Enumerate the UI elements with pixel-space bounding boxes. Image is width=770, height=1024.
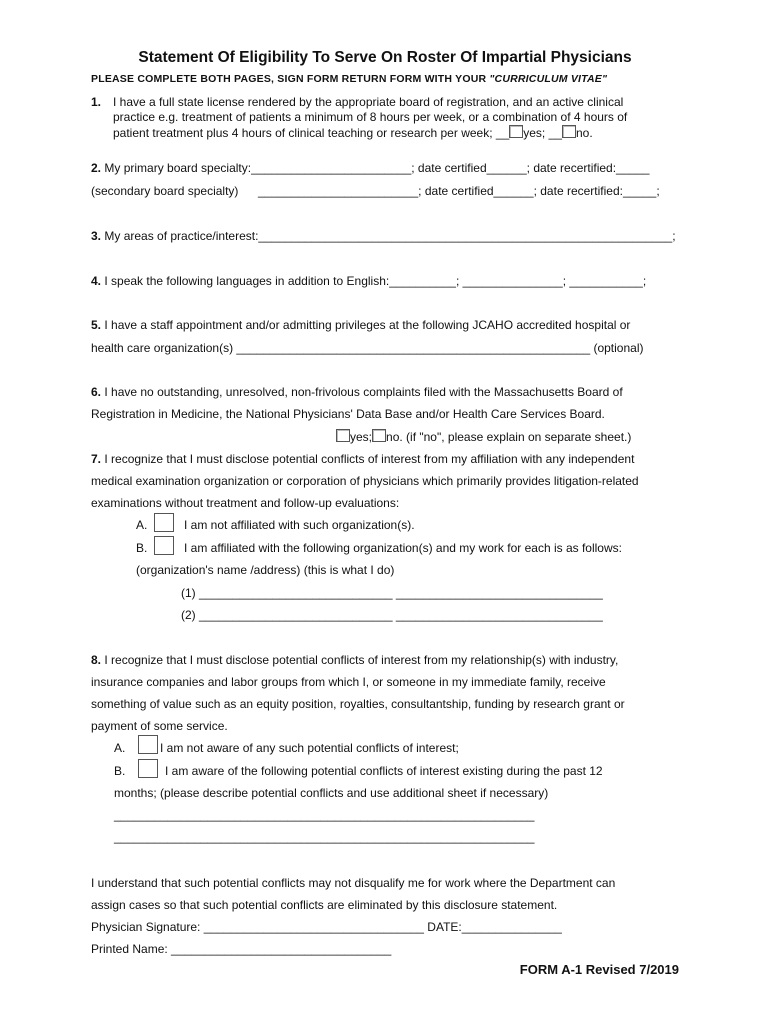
- q7-line1: [91, 452, 634, 466]
- q8-blank-2[interactable]: _______________________________________________________________: [114, 830, 535, 844]
- q4-languages[interactable]: [91, 274, 646, 288]
- instructions-text: PLEASE COMPLETE BOTH PAGES, SIGN FORM RETURN FORM WITH YOUR: [91, 73, 490, 85]
- q8-line2: insurance companies and labor groups from which I, or someone in my immediate family, receive: [91, 675, 606, 689]
- q2-primary-specialty[interactable]: My primary board specialty:________________________; date certified______; date recertified:_____: [104, 161, 650, 175]
- q7-line3: examinations without treatment and follow-up evaluations:: [91, 496, 400, 510]
- q7-a-checkbox[interactable]: [154, 513, 174, 532]
- q6-number: 6.: [91, 385, 102, 399]
- q7-b-label: B.: [136, 541, 148, 555]
- q2-number: 2.: [91, 161, 102, 175]
- instructions: [91, 73, 607, 85]
- q1-yes-checkbox[interactable]: [509, 125, 523, 138]
- form-title: Statement Of Eligibility To Serve On Roster Of Impartial Physicians: [138, 49, 632, 66]
- q1-line3: [113, 125, 593, 140]
- q8-number: 8.: [91, 653, 102, 667]
- q5-hospital-field[interactable]: health care organization(s) _____________________________________________________ (optional): [91, 341, 644, 355]
- form-id: FORM A-1 Revised 7/2019: [519, 962, 679, 977]
- q1-no-checkbox[interactable]: [562, 125, 576, 138]
- q8-b-continued: months; (please describe potential conflicts and use additional sheet if necessary): [114, 786, 549, 800]
- q7-b-text: I am affiliated with the following organization(s) and my work for each is as follows:: [184, 541, 622, 555]
- q7-org-note: (organization's name /address) (this is what I do): [136, 563, 395, 577]
- q8-a-label: A.: [114, 741, 126, 755]
- q4-text[interactable]: I speak the following languages in addition to English:__________; _______________; ___________;: [104, 274, 647, 288]
- q7-entry-2[interactable]: (2) _____________________________ _______________________________: [181, 608, 603, 622]
- q6-yes-label: yes;: [350, 430, 373, 444]
- q8-text: I recognize that I must disclose potential conflicts of interest from my relationship(s) with industry,: [104, 653, 619, 667]
- q8-a-text: I am not aware of any such potential conflicts of interest;: [160, 741, 459, 755]
- q1-number: 1.: [91, 95, 102, 109]
- signature-field[interactable]: Physician Signature: _________________________________ DATE:_______________: [91, 920, 562, 934]
- q6-yes-option[interactable]: [336, 430, 372, 444]
- q1-no-label: no.: [575, 126, 593, 140]
- q8-line1: [91, 653, 618, 667]
- q4-number: 4.: [91, 274, 102, 288]
- q2-line2-label: (secondary board specialty): [91, 184, 239, 198]
- q5-line1: [91, 318, 630, 332]
- closing-line1: I understand that such potential conflicts may not disqualify me for work where the Department can: [91, 876, 616, 890]
- q1-line2: practice e.g. treatment of patients a minimum of 8 hours per week, or a combination of 4 hours of: [113, 110, 628, 124]
- q8-b-checkbox[interactable]: [138, 759, 158, 778]
- q1-no-option[interactable]: __ no.: [548, 126, 593, 140]
- q2-secondary-specialty[interactable]: ________________________; date certified______; date recertified:_____;: [258, 184, 660, 198]
- q2-line1[interactable]: [91, 161, 649, 175]
- q7-b-checkbox[interactable]: [154, 536, 174, 555]
- q6-options: [336, 429, 631, 444]
- q6-line2: Registration in Medicine, the National Physicians' Data Base and/or Health Care Services Board.: [91, 407, 605, 421]
- q1-line1: I have a full state license rendered by the appropriate board of registration, and an active clinical: [113, 95, 624, 109]
- instructions-cv: "CURRICULUM VITAE": [489, 73, 608, 85]
- q8-b-text: I am aware of the following potential conflicts of interest existing during the past 12: [165, 764, 603, 778]
- q1-line3-text: patient treatment plus 4 hours of clinical teaching or research per week;: [113, 126, 493, 140]
- q5-number: 5.: [91, 318, 102, 332]
- q3-text[interactable]: My areas of practice/interest:______________________________________________________________;: [104, 229, 676, 243]
- q6-no-option[interactable]: [372, 430, 631, 444]
- q3-areas-of-practice[interactable]: [91, 229, 676, 243]
- q8-blank-1[interactable]: _______________________________________________________________: [114, 808, 535, 822]
- q6-no-checkbox[interactable]: [372, 429, 386, 442]
- q6-yes-checkbox[interactable]: [336, 429, 350, 442]
- q8-line3: something of value such as an equity position, royalties, consultantship, funding by research grant or: [91, 697, 625, 711]
- q5-text: I have a staff appointment and/or admitting privileges at the following JCAHO accredited hospital or: [104, 318, 631, 332]
- q7-a-text: I am not affiliated with such organization(s).: [184, 518, 415, 532]
- closing-line2: assign cases so that such potential conflicts are eliminated by this disclosure statement.: [91, 898, 558, 912]
- q6-line1: [91, 385, 623, 399]
- q7-entry-1[interactable]: (1) _____________________________ _______________________________: [181, 586, 603, 600]
- q6-no-label: no. (if "no", please explain on separate sheet.): [386, 430, 632, 444]
- printed-name-field[interactable]: Printed Name: _________________________________: [91, 942, 392, 956]
- q1-yes-label: yes;: [523, 126, 546, 140]
- q1-yes-option[interactable]: __ yes;: [495, 126, 546, 140]
- q3-number: 3.: [91, 229, 102, 243]
- q8-line4: payment of some service.: [91, 719, 228, 733]
- q7-text: I recognize that I must disclose potential conflicts of interest from my affiliation with any independent: [104, 452, 635, 466]
- q7-a-label: A.: [136, 518, 148, 532]
- q8-b-label: B.: [114, 764, 126, 778]
- q7-number: 7.: [91, 452, 102, 466]
- q8-a-checkbox[interactable]: [138, 735, 158, 754]
- q7-line2: medical examination organization or corporation of physicians which primarily provides litigation-related: [91, 474, 639, 488]
- q6-text: I have no outstanding, unresolved, non-frivolous complaints filed with the Massachusetts Board of: [104, 385, 623, 399]
